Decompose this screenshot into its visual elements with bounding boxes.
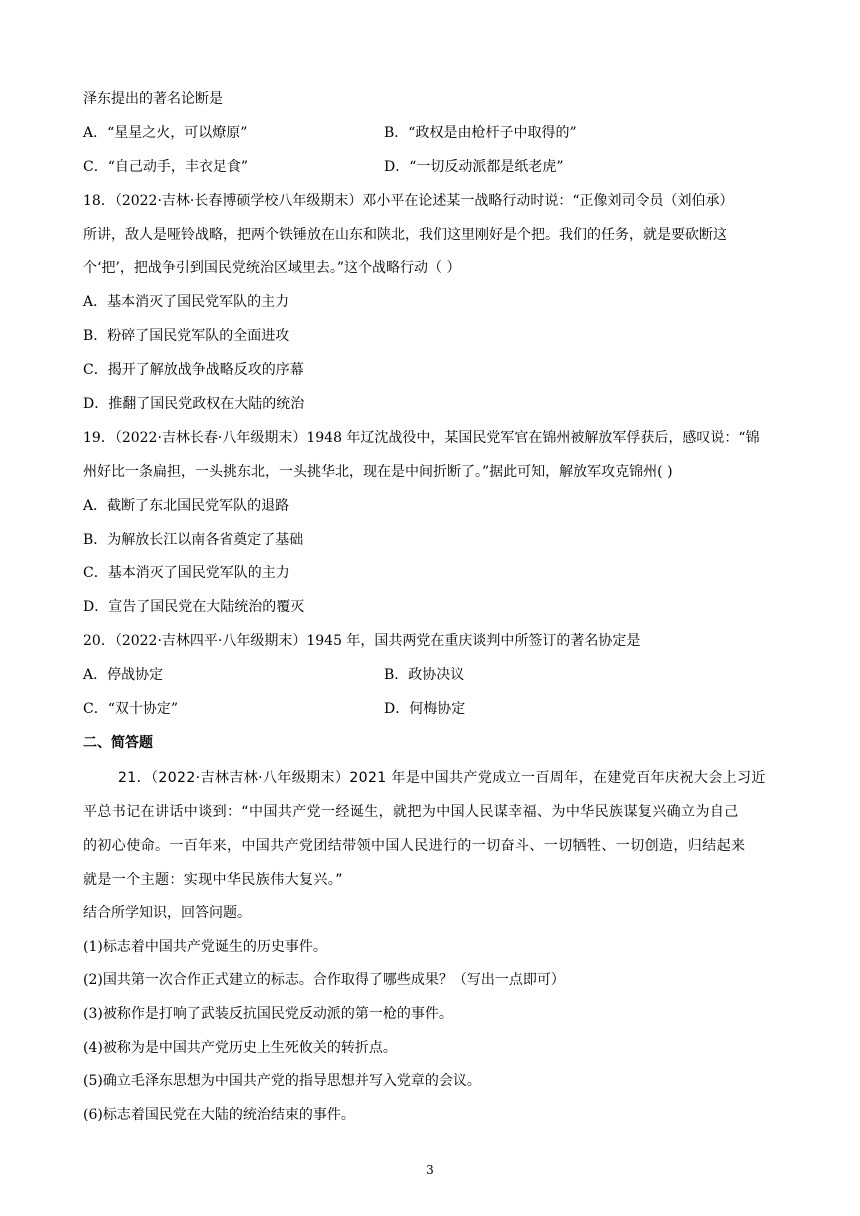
q18-stem-line: 18．（2022·吉林·长春博硕学校八年级期末）邓小平在论述某一战略行动时说：“正像刘司令员（刘伯承） [83,193,734,209]
q20-option-b: B．政协决议 [384,667,465,683]
q19-option-c: C．基本消灭了国民党军队的主力 [83,565,290,581]
q17-option-c: C．“自己动手，丰衣足食” [83,159,249,175]
q19-option-d: D．宣告了国民党在大陆统治的覆灭 [83,599,305,615]
q20-option-d: D．何梅协定 [384,701,466,717]
q19-option-a: A．截断了东北国民党军队的退路 [83,498,290,514]
q21-sub-question: (6)标志着国民党在大陆的统治结束的事件。 [83,1107,355,1123]
q20-stem: 20．（2022·吉林四平·八年级期末）1945 年，国共两党在重庆谈判中所签订的著名协定是 [83,633,641,649]
q21-sub-question: (1)标志着中国共产党诞生的历史事件。 [83,939,327,955]
q17-option-a: A．“星星之火，可以燎原” [83,125,248,141]
q21-sub-question: (4)被称为是中国共产党历史上生死攸关的转折点。 [83,1040,397,1056]
q21-stem-line: 平总书记在讲话中谈到：“中国共产党一经诞生，就把为中国人民谋幸福、为中华民族谋复兴确立为自己 [83,804,739,820]
q18-option-d: D．推翻了国民党政权在大陆的统治 [83,396,305,412]
q19-stem-line: 19．（2022·吉林长春·八年级期末）1948 年辽沈战役中，某国民党军官在锦州被解放军俘获后，感叹说：“锦 [83,430,760,446]
q17-option-d: D．“一切反动派都是纸老虎” [384,159,564,175]
q19-option-b: B．为解放长江以南各省奠定了基础 [83,532,304,548]
q19-stem-line: 州好比一条扁担，一头挑东北，一头挑华北，现在是中间折断了。”据此可知，解放军攻克锦州( ) [83,464,673,480]
q21-stem-line: 的初心使命。一百年来，中国共产党团结带领中国人民进行的一切奋斗、一切牺牲、一切创造，归结起来 [83,838,746,854]
q18-option-b: B．粉碎了国民党军队的全面进攻 [83,328,290,344]
q17-stem-tail: 泽东提出的著名论断是 [83,91,223,107]
page-number: 3 [426,1163,434,1177]
q20-option-a: A．停战协定 [83,667,164,683]
q18-option-a: A．基本消灭了国民党军队的主力 [83,294,290,310]
q18-stem-line: 个‘把’，把战争引到国民党统治区域里去。”这个战略行动（ ） [83,260,461,276]
q21-instruction: 结合所学知识，回答问题。 [83,905,251,921]
q21-sub-question: (5)确立毛泽东思想为中国共产党的指导思想并写入党章的会议。 [83,1073,481,1089]
q21-sub-question: (2)国共第一次合作正式建立的标志。合作取得了哪些成果？（写出一点即可） [83,972,565,988]
q18-stem-line: 所讲，敌人是哑铃战略，把两个铁锤放在山东和陕北，我们这里刚好是个把。我们的任务，就是要砍断这 [83,227,727,243]
q18-option-c: C．揭开了解放战争战略反攻的序幕 [83,362,304,378]
section-heading: 二、简答题 [83,735,153,751]
q17-option-b: B．“政权是由枪杆子中取得的” [384,125,577,141]
q21-stem-line: 就是一个主题：实现中华民族伟大复兴。” [83,872,343,888]
q20-option-c: C．“双十协定” [83,701,179,717]
q21-stem-line: 21．（2022·吉林吉林·八年级期末）2021 年是中国共产党成立一百周年，在建党百年庆祝大会上习近 [118,770,766,786]
q21-sub-question: (3)被称作是打响了武装反抗国民党反动派的第一枪的事件。 [83,1006,453,1022]
